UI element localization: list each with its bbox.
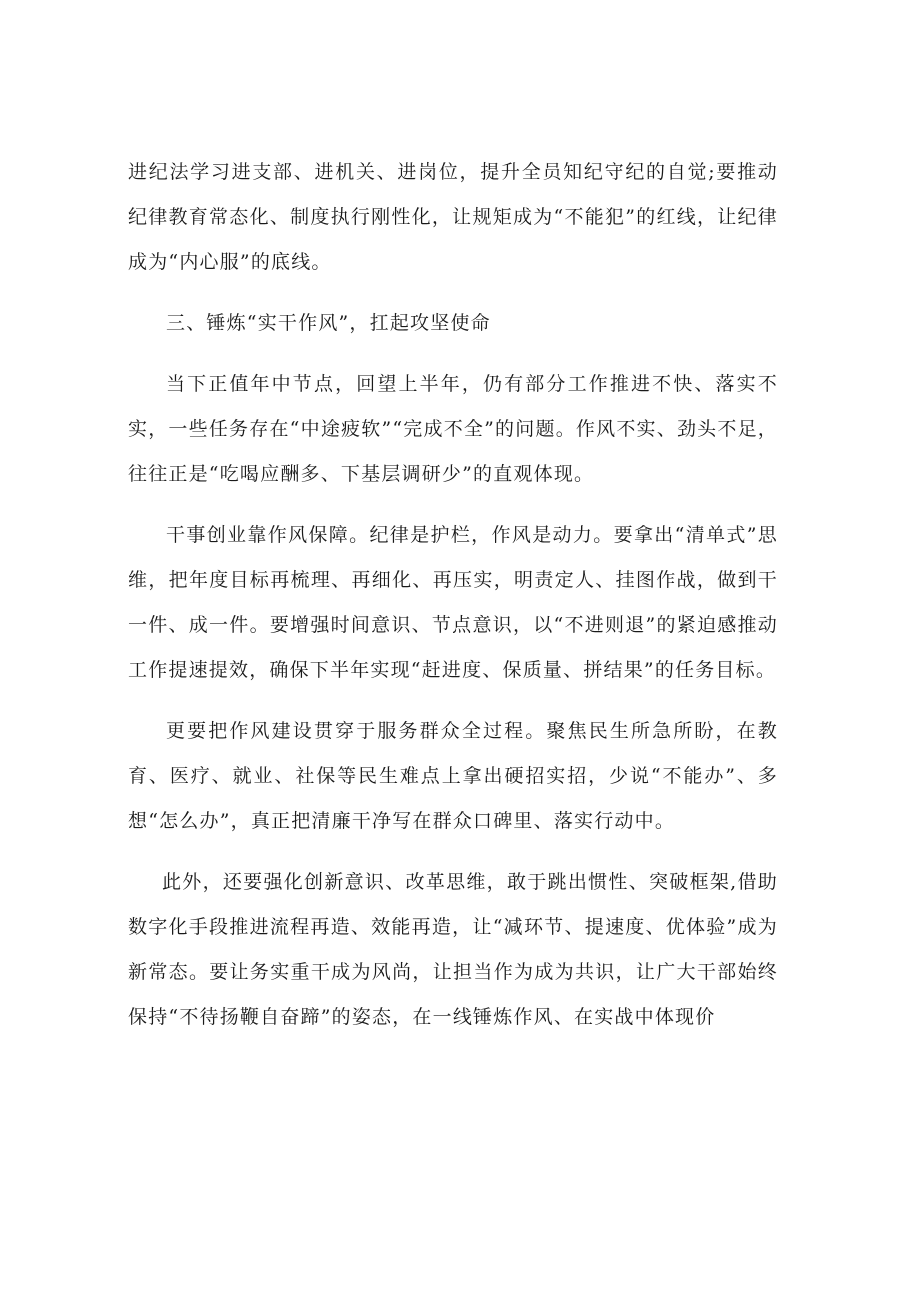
paragraph-innovation: 此外，还要强化创新意识、改革思维，敢于跳出惯性、突破框架,借助数字化手段推进流程再造、效能再造，让“减环节、提速度、优体验”成为新常态。要让务实重干成为风尚，让担当作为成为共识，让广大干部始终保持“不待扬鞭自奋蹄”的姿态，在一线锤炼作风、在实战中体现价 — [128, 871, 778, 1028]
section-heading: 三、锤炼“实干作风”，扛起攻坚使命 — [166, 312, 491, 334]
paragraph-continued: 进纪法学习进支部、进机关、进岗位，提升全员知纪守纪的自觉;要推动纪律教育常态化、制度执行刚性化，让规矩成为“不能犯”的红线，让纪律成为“内心服”的底线。 — [128, 161, 778, 273]
document-body — [128, 150, 778, 1040]
paragraph-serve-the-public: 更要把作风建设贯穿于服务群众全过程。聚焦民生所急所盼，在教育、医疗、就业、社保等民生难点上拿出硬招实招，少说“不能办”、多想“怎么办”，真正把清廉干净写在群众口碑里、落实行动中。 — [128, 720, 778, 832]
paragraph-work-style-guarantee: 干事创业靠作风保障。纪律是护栏，作风是动力。要拿出“清单式”思维，把年度目标再梳理、再细化、再压实，明责定人、挂图作战，做到干一件、成一件。要增强时间意识、节点意识，以“不进则退”的紧迫感推动工作提速提效，确保下半年实现“赶进度、保质量、拼结果”的任务目标。 — [128, 524, 778, 681]
paragraph-midyear-review: 当下正值年中节点，回望上半年，仍有部分工作推进不快、落实不实，一些任务存在“中途疲软”“完成不全”的问题。作风不实、劲头不足，往往正是“吃喝应酬多、下基层调研少”的直观体现。 — [128, 373, 778, 485]
